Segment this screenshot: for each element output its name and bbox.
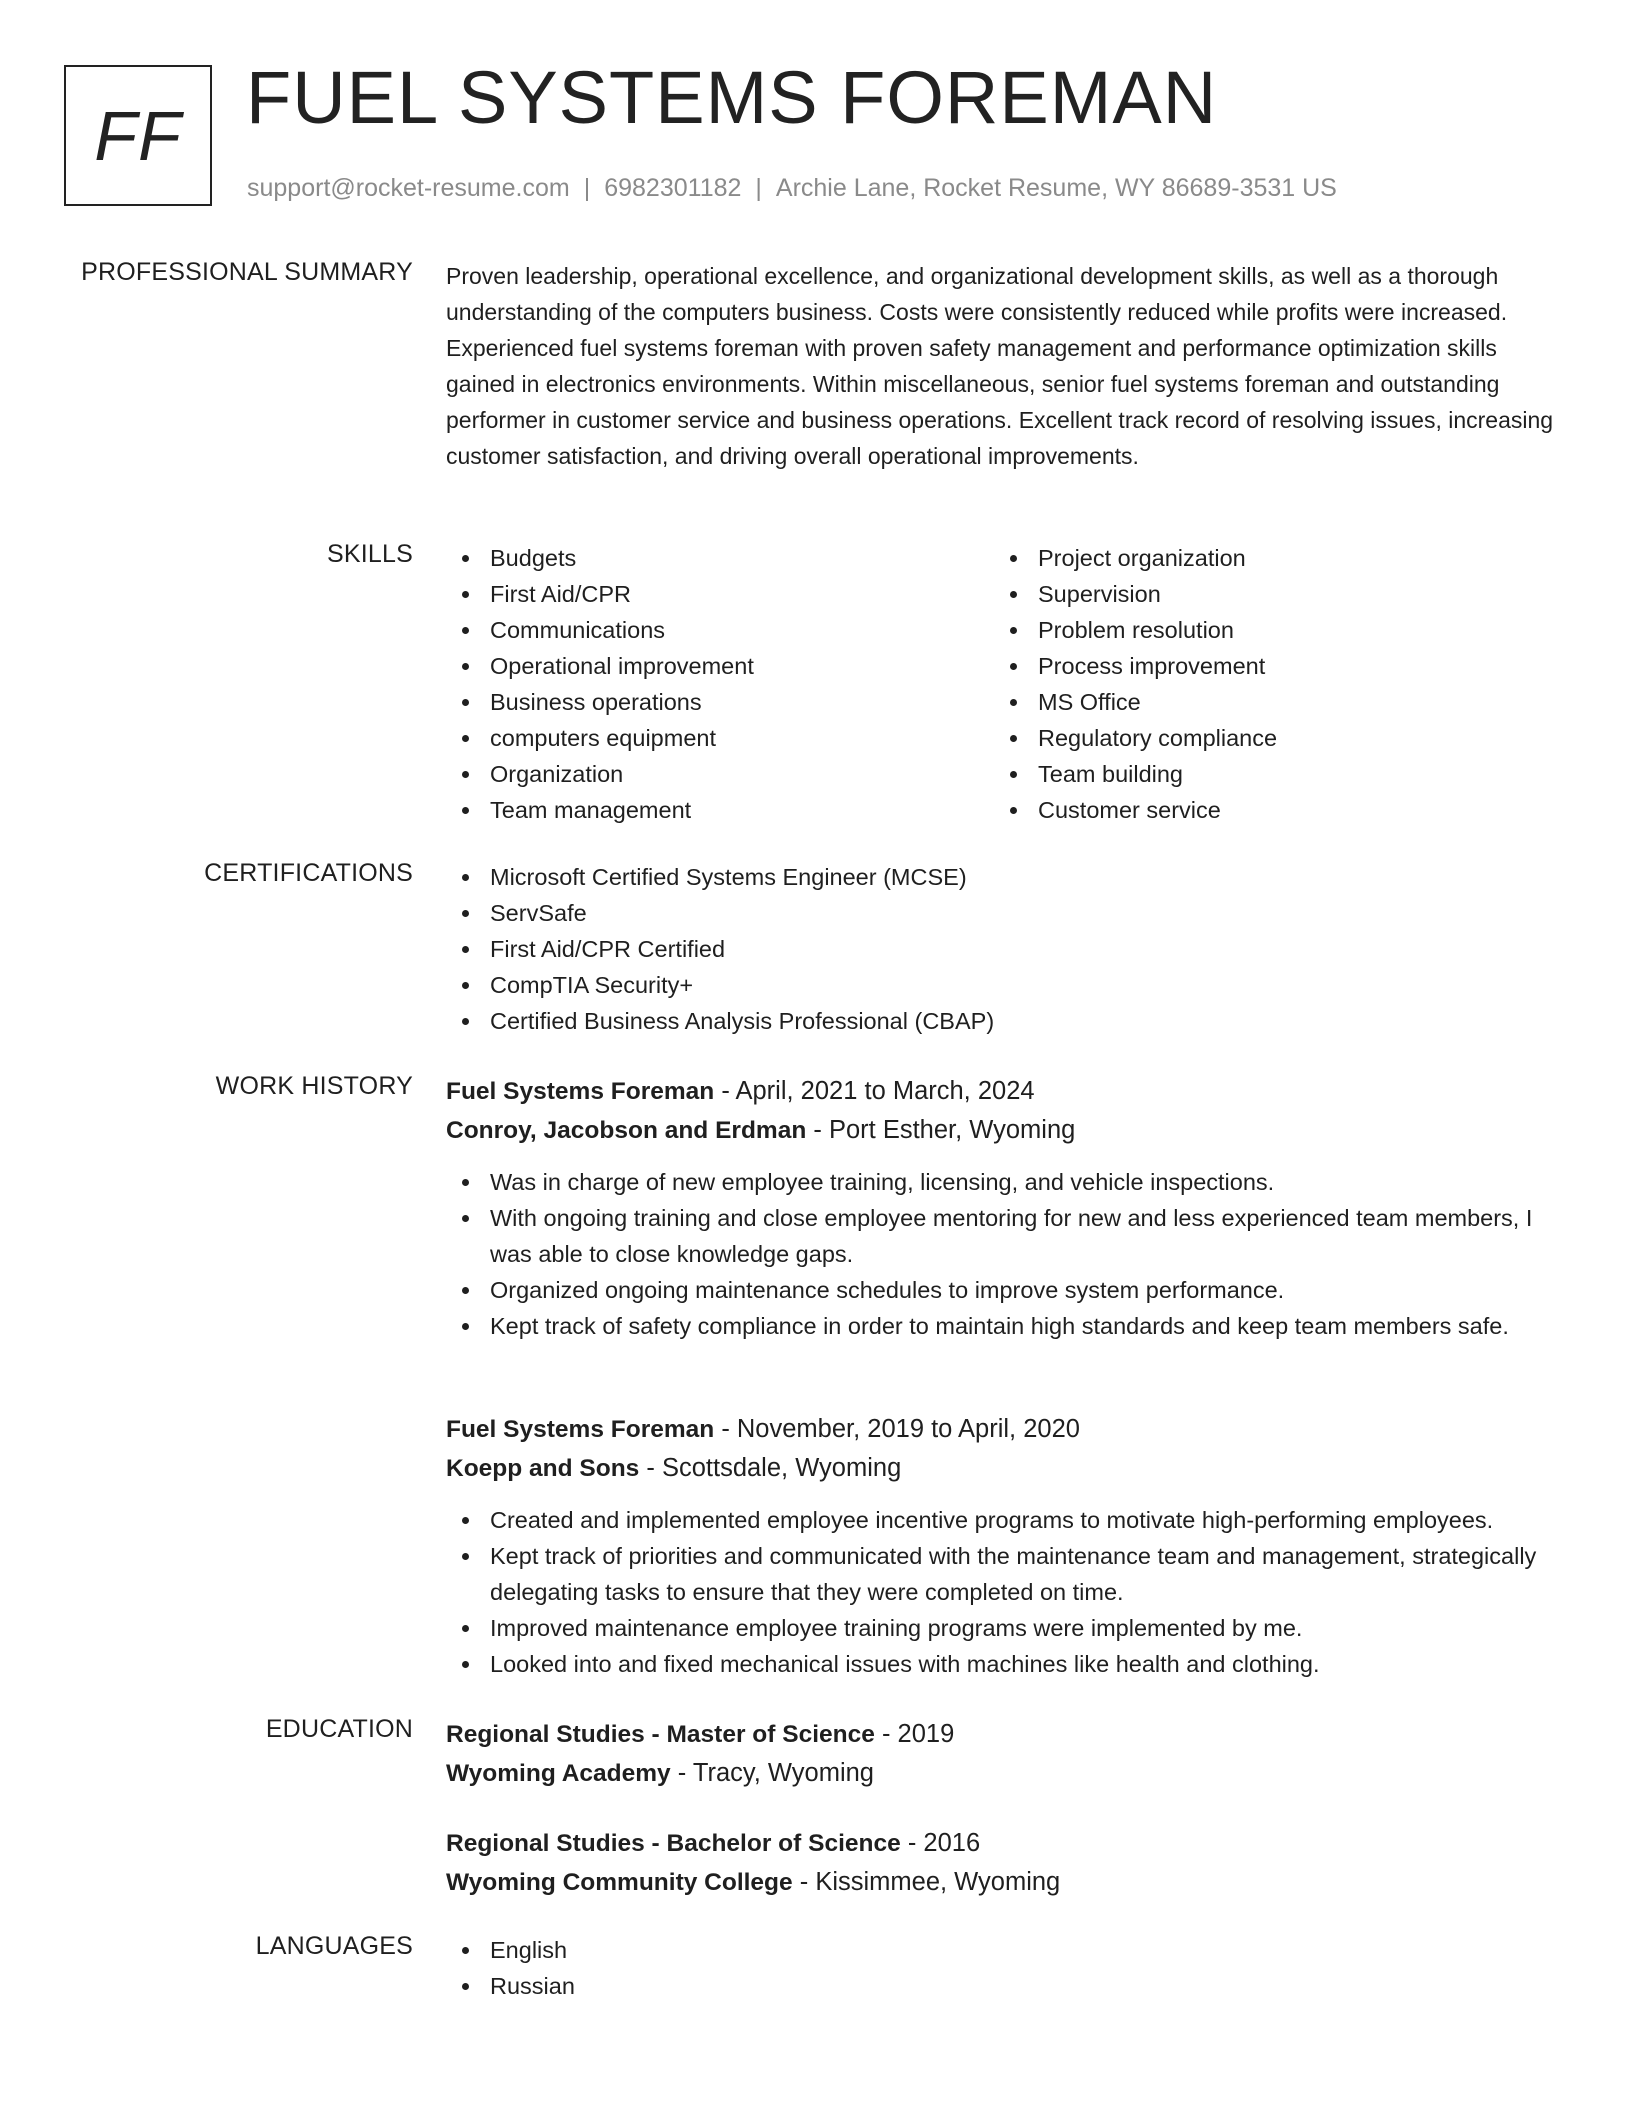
- skill-item: Business operations: [446, 684, 994, 720]
- skill-item: computers equipment: [446, 720, 994, 756]
- contact-address: Archie Lane, Rocket Resume, WY 86689-3531 US: [775, 174, 1337, 202]
- job-company: Conroy, Jacobson and Erdman: [446, 1117, 807, 1144]
- education-year: - 2016: [900, 1829, 981, 1857]
- job-company-line: [446, 1449, 1566, 1488]
- contact-separator: |: [755, 174, 762, 202]
- job-title: Fuel Systems Foreman: [446, 1078, 715, 1105]
- skill-item: First Aid/CPR: [446, 576, 994, 612]
- job-bullet: Looked into and fixed mechanical issues with machines like health and clothing.: [446, 1646, 1566, 1682]
- skill-item: Communications: [446, 612, 994, 648]
- section-label-education: EDUCATION: [265, 1715, 413, 1743]
- education-degree: Regional Studies - Master of Science: [446, 1721, 875, 1748]
- job-bullet: With ongoing training and close employee mentoring for new and less experienced team members, I was able to close knowledge gaps.: [446, 1200, 1566, 1272]
- section-label-summary: PROFESSIONAL SUMMARY: [81, 258, 413, 286]
- language-item: Russian: [446, 1968, 1566, 2004]
- skill-item: Regulatory compliance: [994, 720, 1542, 756]
- language-item: English: [446, 1932, 1566, 1968]
- certification-item: Microsoft Certified Systems Engineer (MCSE): [446, 859, 1566, 895]
- job-bullets: [446, 1164, 1566, 1344]
- job-title: Fuel Systems Foreman: [446, 1416, 715, 1443]
- section-label-skills: SKILLS: [327, 540, 413, 568]
- skill-item: Project organization: [994, 540, 1542, 576]
- contact-separator: |: [583, 174, 591, 202]
- skills-list-right: [994, 540, 1542, 828]
- certification-item: First Aid/CPR Certified: [446, 931, 1566, 967]
- job-bullet: Organized ongoing maintenance schedules to improve system performance.: [446, 1272, 1566, 1308]
- monogram-logo: FF: [64, 65, 212, 206]
- contact-line: [247, 174, 1337, 203]
- job-company-line: [446, 1111, 1566, 1150]
- job-entry: [446, 1410, 1566, 1682]
- job-bullets: [446, 1502, 1566, 1682]
- skill-item: Process improvement: [994, 648, 1542, 684]
- section-label-work: WORK HISTORY: [215, 1072, 413, 1100]
- job-bullet: Kept track of safety compliance in order to maintain high standards and keep team members safe.: [446, 1308, 1566, 1344]
- education-location: - Tracy, Wyoming: [670, 1759, 874, 1787]
- skill-item: Team management: [446, 792, 994, 828]
- skill-item: Operational improvement: [446, 648, 994, 684]
- job-bullet: Created and implemented employee incentive programs to motivate high-performing employees.: [446, 1502, 1566, 1538]
- education-entry: [446, 1824, 1060, 1902]
- job-dates: - November, 2019 to April, 2020: [714, 1415, 1080, 1443]
- skill-item: Organization: [446, 756, 994, 792]
- skill-item: MS Office: [994, 684, 1542, 720]
- education-school: Wyoming Academy: [446, 1760, 671, 1787]
- certification-item: Certified Business Analysis Professional (CBAP): [446, 1003, 1566, 1039]
- languages-list: [446, 1932, 1566, 2004]
- skill-item: Team building: [994, 756, 1542, 792]
- contact-email: support@rocket-resume.com: [247, 174, 570, 202]
- education-degree: Regional Studies - Bachelor of Science: [446, 1830, 901, 1857]
- education-location: - Kissimmee, Wyoming: [792, 1868, 1061, 1896]
- certifications-list: [446, 859, 1566, 1039]
- section-label-languages: LANGUAGES: [255, 1932, 413, 1960]
- education-degree-line: [446, 1715, 1566, 1754]
- section-label-certifications: CERTIFICATIONS: [204, 859, 413, 887]
- education-year: - 2019: [874, 1720, 955, 1748]
- job-company: Koepp and Sons: [446, 1455, 640, 1482]
- education-school-line: [446, 1863, 1060, 1902]
- job-bullet: Kept track of priorities and communicated with the maintenance team and management, strategically delegating tasks to ensure that they were completed on time.: [446, 1538, 1566, 1610]
- job-location: - Scottsdale, Wyoming: [639, 1454, 902, 1482]
- job-bullet: Improved maintenance employee training programs were implemented by me.: [446, 1610, 1566, 1646]
- skills-list-left: [446, 540, 994, 828]
- education-school: Wyoming Community College: [446, 1869, 793, 1896]
- contact-phone: 6982301182: [604, 174, 742, 202]
- job-entry: [446, 1072, 1566, 1344]
- certification-item: CompTIA Security+: [446, 967, 1566, 1003]
- job-title-line: [446, 1072, 1566, 1111]
- certification-item: ServSafe: [446, 895, 1566, 931]
- education-degree-line: [446, 1824, 1060, 1863]
- skill-item: Problem resolution: [994, 612, 1542, 648]
- education-entry: [446, 1715, 1566, 1793]
- education-school-line: [446, 1754, 1566, 1793]
- job-location: - Port Esther, Wyoming: [806, 1116, 1076, 1144]
- job-dates: - April, 2021 to March, 2024: [714, 1077, 1035, 1105]
- skill-item: Customer service: [994, 792, 1542, 828]
- job-bullet: Was in charge of new employee training, licensing, and vehicle inspections.: [446, 1164, 1566, 1200]
- skill-item: Budgets: [446, 540, 994, 576]
- summary-text: Proven leadership, operational excellence, and organizational development skills, as well as a thorough understanding of the computers business. Costs were consistently reduced while profits were increased. Experienced fuel systems foreman with proven safety management and performance optimization skills gained in electronics environments. Within miscellaneous, senior fuel systems foreman and outstanding performer in customer service and business operations. Excellent track record of resolving issues, increasing customer satisfaction, and driving overall operational improvements.: [446, 263, 1554, 469]
- resume-title: FUEL SYSTEMS FOREMAN: [246, 56, 1218, 139]
- skill-item: Supervision: [994, 576, 1542, 612]
- job-title-line: [446, 1410, 1566, 1449]
